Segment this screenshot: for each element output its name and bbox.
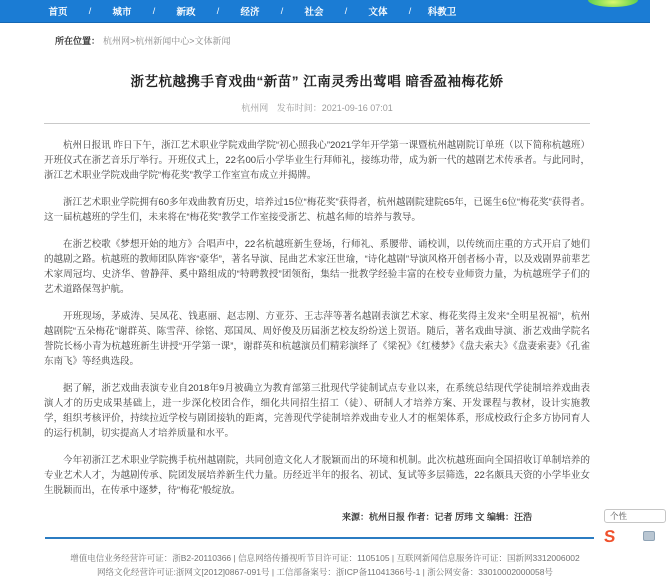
article-paragraph: 杭州日报讯 昨日下午，浙江艺术职业学院戏曲学院“初心照我心”2021学年开学第一课暨杭州越剧院订单班（以下简称杭越班）开班仪式在浙艺音乐厅举行。开班仪式上，22名00后小学毕业生行拜师礼，接练功带，成为新一代的越剧艺术传承者。与此同时，浙江艺术职业学院戏曲学院“梅花奖”教学工作室宣布成立并揭牌。 [44, 140, 590, 181]
article [44, 73, 590, 523]
article-title: 浙艺杭越携手育戏曲“新苗” 江南灵秀出莺唱 暗香盈袖梅花娇 [130, 74, 504, 89]
sogou-ime-bubble[interactable]: 个性 [604, 509, 666, 523]
nav-separator: / [152, 6, 156, 16]
article-paragraph: 在浙艺校歌《梦想开始的地方》合唱声中，22名杭越班新生登场，行师礼、系腰带、诵校训，以传统而庄重的方式开启了她们的越剧之路。杭越班的教师团队阵容“豪华”，著名导演、昆曲艺术家汪世瑜，“诗化越剧”导演风格开创者杨小青，以及戏剧界前辈艺术家周冠均、史济华、曾静萍、奚中路组成的“特聘教授”团领衔，集结一批教学经验丰富的在校专业师资力量，为杭越班学子们的艺术道路保驾护航。 [44, 239, 590, 295]
article-source: 杭州网 [241, 103, 269, 113]
nav-item-city[interactable]: 城市 [112, 7, 132, 18]
article-publish-time: 发布时间：2021-09-16 07:01 [276, 103, 393, 113]
nav-item-education[interactable]: 科教卫 [427, 7, 457, 18]
sogou-s-icon[interactable]: S [603, 527, 617, 546]
footer-license-line1: 增值电信业务经营许可证：浙B2-20110366 | 信息网络传播视听节目许可证：1105105 | 互联网新闻信息服务许可证：国新网3312006002 [70, 553, 580, 563]
breadcrumb-label: 所在位置： [55, 36, 101, 46]
article-paragraph: 今年初浙江艺术职业学院携手杭州越剧院，共同创造文化人才脱颖而出的环境和机制。此次杭越班面向全国招收订单制培养的专业艺术人才，为越剧传承、院团发展培养新生代力量。历经近半年的报名、初试、复试等多层筛选，22名颇具天资的小学毕业女生脱颖而出，在传承中逐梦，待“梅花”般绽放。 [44, 455, 590, 496]
nav-separator: / [216, 6, 220, 16]
nav-separator: / [88, 6, 92, 16]
title-divider [44, 123, 590, 124]
article-paragraph: 据了解，浙艺戏曲表演专业自2018年9月被确立为教育部第三批现代学徒制试点专业以来，在系统总结现代学徒制培养戏曲表演人才的历史成果基础上，进一步深化校团合作，细化共同招生招工（徒）、研制人才培养方案、开发课程与教材，设计实施教学，组织考核评价，持续拉近学校与剧团接轨的距离，完善现代学徒制培养戏曲专业人才的框架体系，形成校政行企多方协同育人的运行机制，切实提高人才培养质量和水平。 [44, 383, 590, 439]
article-attribution: 来源：杭州日报 作者：记者 厉玮 文 编辑：汪浩 [341, 512, 532, 522]
article-meta [44, 101, 590, 114]
nav-item-home[interactable]: 首页 [48, 7, 68, 18]
top-navigation [0, 0, 650, 23]
nav-item-society[interactable]: 社会 [304, 7, 324, 18]
nav-item-culture[interactable]: 文体 [368, 7, 388, 18]
breadcrumb-path[interactable]: 杭州网>杭州新闻中心>文体新闻 [103, 36, 231, 46]
sogou-ime-widget[interactable] [594, 509, 650, 547]
article-paragraph: 浙江艺术职业学院拥有60多年戏曲教育历史，培养过15位“梅花奖”获得者，杭州越剧院建院65年，已诞生6位“梅花奖”获得者。这一届杭越班的学生们，未来将在“梅花奖”教学工作室接受浙艺、杭越名师的培养与教导。 [44, 197, 590, 223]
footer-divider [45, 537, 594, 539]
page-footer [0, 537, 650, 577]
green-logo-ellipse [588, 0, 638, 7]
ime-toolbar-fragment [643, 531, 655, 541]
nav-separator: / [408, 6, 412, 16]
nav-separator: / [280, 6, 284, 16]
nav-item-economy[interactable]: 经济 [240, 7, 260, 18]
footer-license-line2: 网络文化经营许可证:浙网文[2012]0867-091号 | 工信部备案号：浙ICP备11041366号-1 | 浙公网安备：33010002000058号 [97, 567, 553, 577]
nav-separator: / [344, 6, 348, 16]
nav-item-policy[interactable]: 新政 [176, 7, 196, 18]
breadcrumb [0, 23, 650, 47]
article-paragraph: 开班现场，茅威涛、吴凤花、钱惠丽、赵志刚、方亚芬、王志萍等著名越剧表演艺术家、梅花奖得主发来“全明星祝福”，杭州越剧院“五朵梅花”谢群英、陈雪萍、徐铭、郑国凤、周妤俊及历届浙艺校友纷纷送上贺语。随后，著名戏曲导演、浙艺戏曲学院名誉院长杨小青为杭越班新生讲授“开学第一课”，谢群英和杭越演员们精彩演绎了《梁祝》《红楼梦》《盘夫索夫》《盘妻索妻》《孔雀东南飞》等经典选段。 [44, 311, 590, 367]
